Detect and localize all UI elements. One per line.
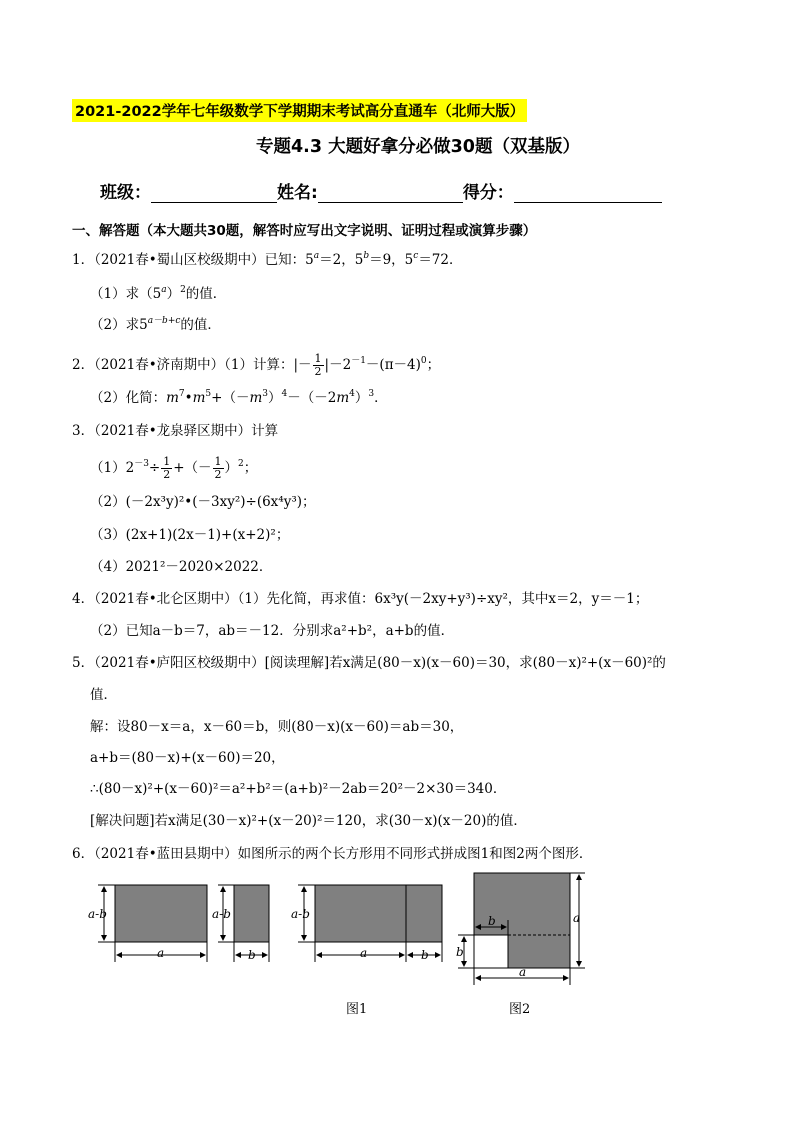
q5-stem-cont: 值． [90, 687, 117, 703]
q4-part2: （2）已知a－b＝7，ab＝－12．分别求a²+b²，a+b的值． [90, 623, 455, 639]
series-banner: 2021-2022学年七年级数学下学期期末考试高分直通车（北师大版） [72, 99, 527, 122]
q5-problem: [解决问题]若x满足(30－x)²+(x－20)²＝120，求(30－x)(x－20)的值． [90, 813, 527, 829]
score-blank[interactable] [514, 182, 662, 203]
score-label: 得分： [462, 183, 514, 203]
label-a: a [157, 946, 165, 960]
q5-solution-3: ∴(80－x)²+(x－60)²＝a²+b²＝(a+b)²－2ab＝20²－2×30＝340． [90, 781, 507, 797]
rectangle-b-by-amb [234, 885, 269, 942]
label-a-minus-b: a-b [88, 907, 107, 921]
q6-figures [0, 860, 794, 1030]
name-blank[interactable] [318, 182, 463, 203]
q1-stem: 1．（2021春•蜀山区校级期中）已知：$5^a=2$，$5^b=9$，$5^c=72$． [72, 251, 463, 268]
figure2-small-square [474, 935, 508, 968]
q1-part1: （1）求$(5^a)^2$的值． [90, 285, 227, 302]
q3-stem: 3．（2021春•龙泉驿区期中）计算 [72, 423, 279, 439]
figure1-combined [315, 885, 442, 942]
q6-stem: 6．（2021春•蓝田县期中）如图所示的两个长方形用不同形式拼成图1和图2两个图形． [72, 846, 593, 862]
label-a-minus-b: a-b [291, 907, 310, 921]
figure1-caption: 图1 [346, 1002, 368, 1017]
name-label: 姓名: [277, 183, 318, 203]
label-a: a [360, 946, 368, 960]
rectangle-a-by-amb [115, 885, 207, 942]
q3-part1: $(1)2^{-3}\div$ $\frac{1}{2}$ +（－ $\frac{1}{2}$ ）$^2$； [90, 455, 258, 481]
class-blank[interactable] [151, 182, 277, 203]
page-title: 专题4.3 大题好拿分必做30题（双基版） [256, 137, 580, 157]
figure2-caption: 图2 [509, 1002, 531, 1017]
q5-solution-1: 解：设80－x＝a，x－60＝b，则(80－x)(x－60)＝ab＝30， [90, 719, 464, 735]
q3-part3: （3）(2x+1)(2x－1)+(x+2)²； [90, 527, 290, 543]
student-info-fields [100, 178, 662, 203]
q2-part2: （2）化简：$m^7•m^5+(-m^3)^4-(-2m^4)^3$． [90, 389, 388, 406]
section-heading: 一、解答题（本大题共30题，解答时应写出文字说明、证明过程或演算步骤） [72, 223, 537, 239]
q5-solution-2: a+b＝(80－x)+(x－60)＝20， [90, 750, 285, 766]
fraction: $\frac{1}{2}$ [214, 455, 222, 481]
label-a: a [573, 911, 581, 925]
label-a: a [519, 965, 527, 979]
label-b: b [248, 948, 256, 962]
q3-part4: （4）2021²－2020×2022． [90, 559, 273, 575]
label-b: b [421, 948, 429, 962]
q5-stem: 5．（2021春•庐阳区校级期中）[阅读理解]若x满足(80－x)(x－60)＝30，求(80－x)²+(x－60)²的 [72, 655, 666, 671]
fraction: $\frac{1}{2}$ [314, 352, 322, 378]
fraction: $\frac{1}{2}$ [163, 455, 171, 481]
q1-part2: （2）求$5^{a-b+c}$的值． [90, 316, 221, 333]
label-b: b [488, 914, 496, 928]
label-b: b [456, 945, 464, 959]
q2-part1: 2．（2021春•济南期中）（1）计算：|－ $\frac{1}{2}$ $|-2^{-1}-(\pi-4)^0$； [72, 352, 441, 378]
q4-part1: 4．（2021春•北仑区期中）（1）先化简，再求值：6x³y(－2xy+y³)÷xy²，其中x＝2，y＝－1； [72, 591, 649, 607]
class-label: 班级： [100, 183, 151, 203]
label-a-minus-b: a-b [212, 907, 231, 921]
q3-part2: （2）(－2x³y)²•(－3xy²)÷(6x⁴y³)； [90, 494, 316, 510]
